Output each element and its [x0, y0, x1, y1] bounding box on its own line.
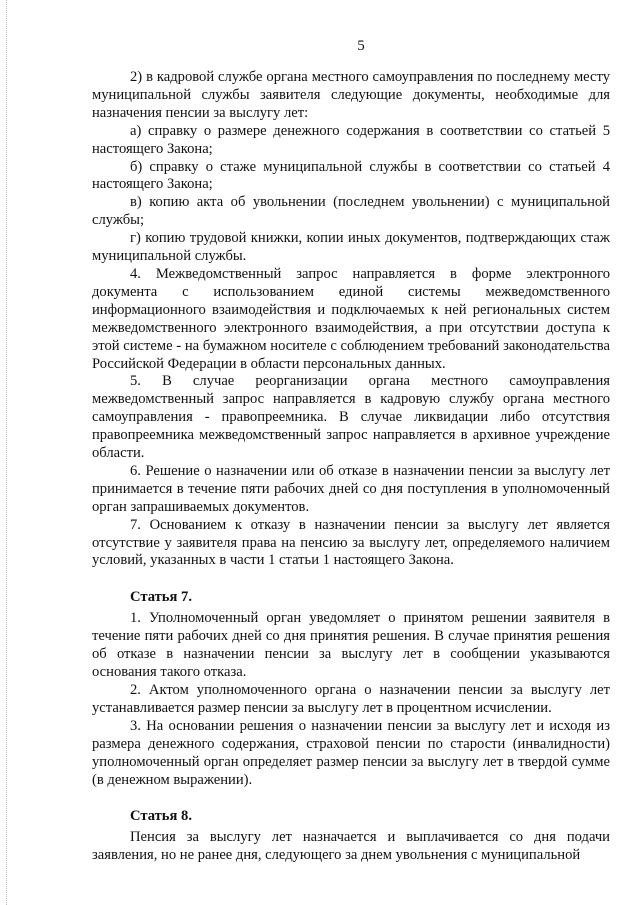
article-7-heading: Статья 7.	[130, 589, 192, 606]
paragraph: 3. На основании решения о назначении пенсии за выслугу лет и исходя из размера денежного содержания, страховой пенсии по старости (инвалидности) уполномоченный орган определяет размер пенсии за выслугу лет в твердой сумме (в денежном выражении).	[92, 717, 610, 788]
paragraph: б) справку о стаже муниципальной службы в соответствии со статьей 4 настоящего Закона;	[92, 158, 610, 193]
paragraph: 2) в кадровой службе органа местного самоуправления по последнему месту муниципальной службы заявителя следующие документы, необходимые для назначения пенсии за выслугу лет:	[92, 69, 610, 121]
page-number: 5	[357, 38, 365, 54]
paragraph: 5. В случае реорганизации органа местного самоуправления межведомственный запрос направляется в кадровую службу органа местного самоуправления - правопреемника. В случае ликвидации либо отсутствия правопреемника межведомственный запрос направляется в архивное учреждение области.	[92, 373, 610, 462]
paragraph: 7. Основанием к отказу в назначении пенсии за выслугу лет является отсутствие у заявителя права на пенсию за выслугу лет, определяемого наличием условий, указанных в части 1 статьи 1 настоящего Закона.	[92, 516, 610, 569]
article-8-heading: Статья 8.	[130, 808, 192, 825]
paragraph: 6. Решение о назначении или об отказе в назначении пенсии за выслугу лет принимается в течение пяти рабочих дней со дня поступления в уполномоченный орган запрашиваемых документов.	[92, 462, 610, 515]
paragraph: в) копию акта об увольнении (последнем увольнении) с муниципальной службы;	[92, 194, 610, 229]
paragraph: 2. Актом уполномоченного органа о назначении пенсии за выслугу лет устанавливается размер пенсии за выслугу лет в процентном исчислении.	[92, 682, 610, 716]
scan-edge	[6, 0, 7, 905]
paragraph: 4. Межведомственный запрос направляется в форме электронного документа с использованием единой системы межведомственного информационного взаимодействия и подключаемых к ней региональных систем межведомственного электронного взаимодействия, а при отсутствии доступа к этой системе - на бумажном носителе с соблюдением требований законодательства Российской Федерации в области персональных данных.	[92, 265, 610, 372]
paragraph: г) копию трудовой книжки, копии иных документов, подтверждающих стаж муниципальной службы.	[92, 230, 610, 265]
paragraph: Пенсия за выслугу лет назначается и выплачивается со дня подачи заявления, но не ранее дня, следующего за днем увольнения с муниципальной	[92, 829, 610, 864]
paragraph: 1. Уполномоченный орган уведомляет о принятом решении заявителя в течение пяти рабочих дней со дня принятия решения. В случае принятия решения об отказе в назначении пенсии за выслугу лет в сообщении указываются основания такого отказа.	[92, 610, 610, 681]
paragraph: а) справку о размере денежного содержания в соответствии со статьей 5 настоящего Закона;	[92, 122, 610, 157]
